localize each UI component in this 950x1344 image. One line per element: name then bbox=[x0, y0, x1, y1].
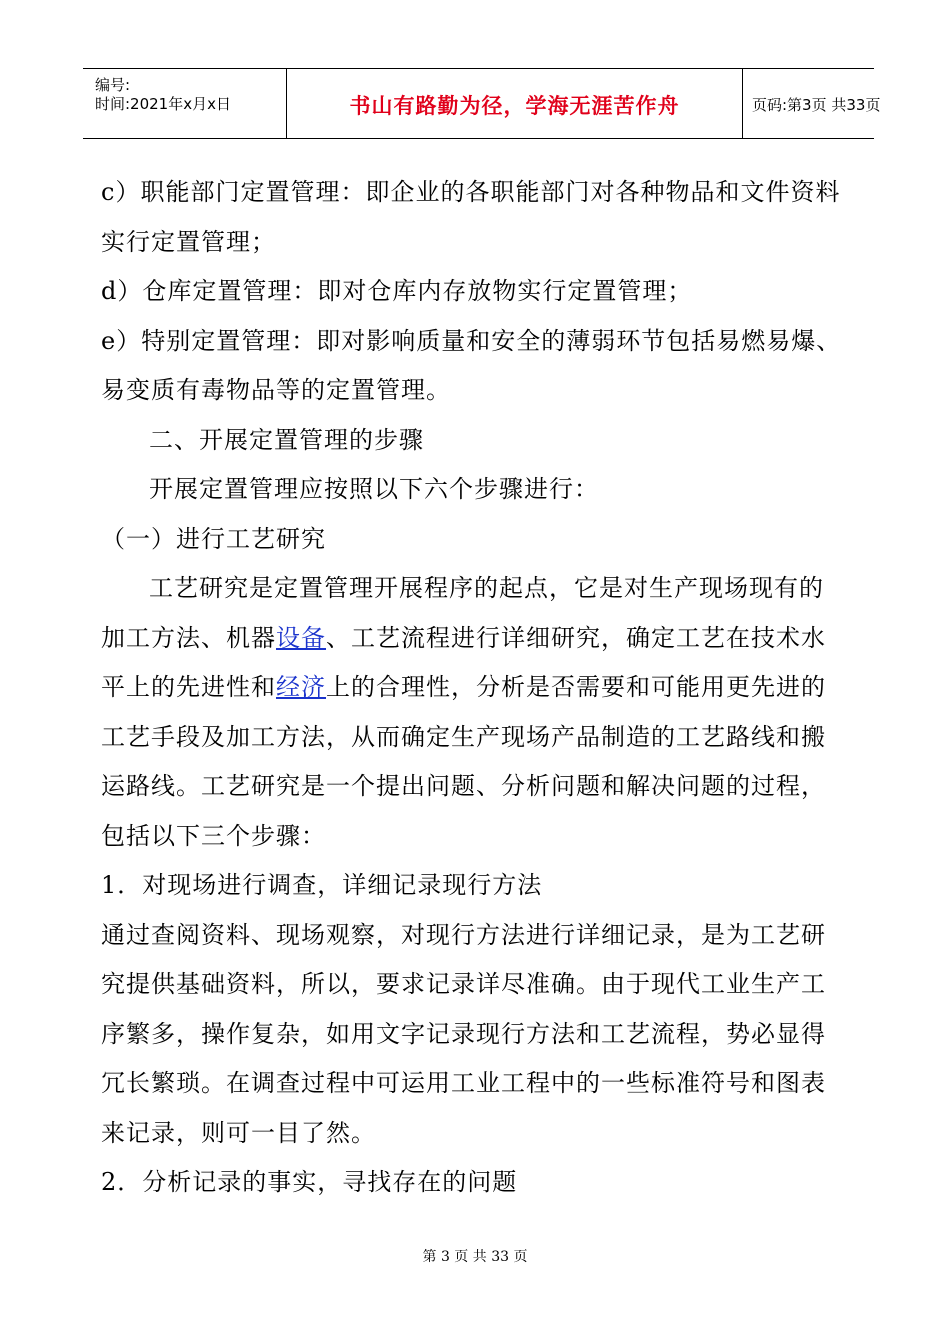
paragraph-line: 究提供基础资料，所以，要求记录详尽准确。由于现代工业生产工 bbox=[101, 970, 826, 998]
paragraph-line bbox=[101, 614, 861, 664]
economy-link[interactable]: 经济 bbox=[276, 673, 326, 701]
paragraph-line: d）仓库定置管理：即对仓库内存放物实行定置管理； bbox=[101, 277, 693, 305]
paragraph-line: 通过查阅资料、现场观察，对现行方法进行详细记录，是为工艺研 bbox=[101, 920, 826, 949]
section-heading: 二、开展定置管理的步骤 bbox=[149, 425, 424, 454]
number-label: 编号: bbox=[95, 76, 131, 94]
paragraph-line: 冗长繁琐。在调查过程中可运用工业工程中的一些标准符号和图表 bbox=[101, 1069, 826, 1097]
page-code-label: 页码:第3页 共33页 bbox=[752, 96, 881, 114]
text-span: 上的合理性，分析是否需要和可能用更先进的 bbox=[326, 673, 826, 701]
paragraph-line: 包括以下三个步骤： bbox=[101, 821, 326, 850]
page-footer: 第 3 页 共 33 页 bbox=[422, 1249, 528, 1265]
header-meta-cell bbox=[83, 69, 286, 138]
step-heading: 2．分析记录的事实，寻找存在的问题 bbox=[101, 1168, 518, 1196]
paragraph-line: 序繁多，操作复杂，如用文字记录现行方法和工艺流程，势必显得 bbox=[101, 1019, 826, 1048]
paragraph-line bbox=[101, 663, 861, 713]
paragraph-line: 工艺手段及加工方法，从而确定生产现场产品制造的工艺路线和搬 bbox=[101, 722, 826, 751]
text-span: 、工艺流程进行详细研究，确定工艺在技术水 bbox=[326, 623, 826, 652]
page-header bbox=[83, 68, 881, 139]
text-span: 加工方法、机器 bbox=[101, 623, 276, 652]
time-label: 时间:2021年x月x日 bbox=[95, 95, 231, 113]
paragraph-line: e）特别定置管理：即对影响质量和安全的薄弱环节包括易燃易爆、 bbox=[101, 326, 842, 355]
step-heading: 1．对现场进行调查，详细记录现行方法 bbox=[101, 871, 543, 899]
equipment-link[interactable]: 设备 bbox=[276, 623, 326, 652]
paragraph-line: 实行定置管理； bbox=[101, 227, 276, 256]
paragraph-line: 来记录，则可一目了然。 bbox=[101, 1118, 376, 1147]
paragraph-line: 运路线。工艺研究是一个提出问题、分析问题和解决问题的过程， bbox=[101, 772, 826, 800]
document-body bbox=[101, 168, 861, 1208]
header-motto-cell bbox=[286, 69, 743, 138]
motto-text: 书山有路勤为径，学海无涯苦作舟 bbox=[349, 94, 680, 118]
subsection-heading: （一）进行工艺研究 bbox=[101, 524, 326, 553]
paragraph-line: 易变质有毒物品等的定置管理。 bbox=[101, 376, 451, 404]
text-span: 平上的先进性和 bbox=[101, 673, 276, 701]
paragraph-line: 开展定置管理应按照以下六个步骤进行： bbox=[149, 475, 599, 503]
header-page-cell bbox=[742, 69, 881, 138]
paragraph-line: 工艺研究是定置管理开展程序的起点，它是对生产现场现有的 bbox=[149, 574, 824, 602]
paragraph-line: c）职能部门定置管理：即企业的各职能部门对各种物品和文件资料 bbox=[101, 178, 841, 206]
